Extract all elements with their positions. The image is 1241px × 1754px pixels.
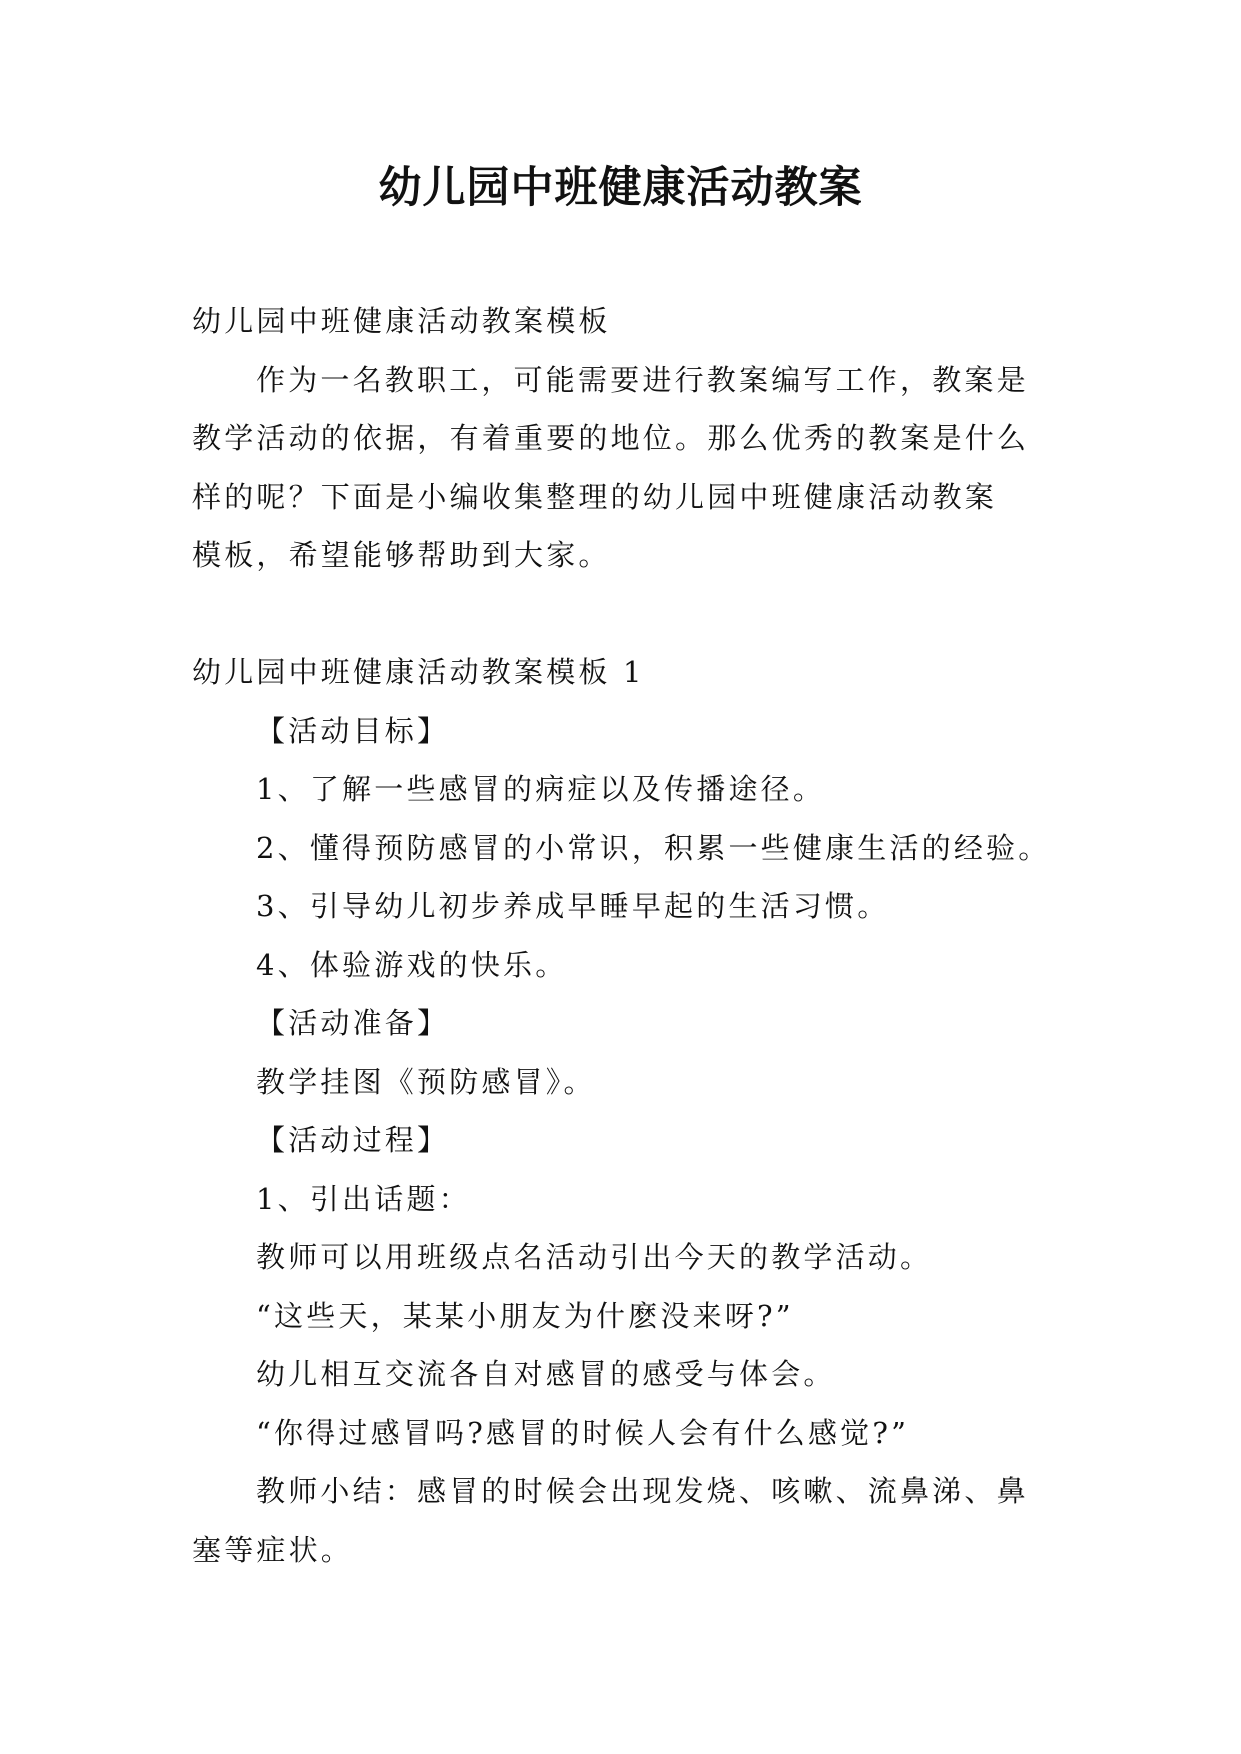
intro-paragraph-line: 模板，希望能够帮助到大家。 (192, 538, 611, 572)
goal-item: 4、体验游戏的快乐。 (256, 947, 568, 982)
template-1-heading: 幼儿园中班健康活动教案模板 1 (192, 655, 645, 689)
process-text: 教师可以用班级点名活动引出今天的教学活动。 (256, 1240, 933, 1274)
goal-item: 3、引导幼儿初步养成早睡早起的生活习惯。 (256, 889, 890, 923)
section-heading-goals: 【活动目标】 (256, 713, 450, 748)
preparation-item: 教学挂图《预防感冒》。 (256, 1064, 596, 1099)
goal-item: 2、懂得预防感冒的小常识，积累一些健康生活的经验。 (256, 830, 1051, 865)
document-title: 幼儿园中班健康活动教案 (378, 163, 863, 213)
teacher-summary-line: 塞等症状。 (192, 1532, 354, 1567)
intro-paragraph-line: 样的呢？下面是小编收集整理的幼儿园中班健康活动教案 (192, 479, 998, 514)
blank-line (192, 585, 1052, 644)
teacher-summary-line: 教师小结：感冒的时候会出现发烧、咳嗽、流鼻涕、鼻 (256, 1474, 1029, 1508)
intro-paragraph-line: 作为一名教职工，可能需要进行教案编写工作，教案是 (256, 362, 1029, 397)
process-quote: “这些天，某某小朋友为什麽没来呀?” (256, 1298, 794, 1333)
process-text: 幼儿相互交流各自对感冒的感受与体会。 (256, 1357, 836, 1391)
section-heading-preparation: 【活动准备】 (256, 1006, 450, 1040)
document-body (192, 292, 1052, 1579)
goal-item: 1、了解一些感冒的病症以及传播途径。 (256, 772, 826, 806)
intro-paragraph-line: 教学活动的依据，有着重要的地位。那么优秀的教案是什么 (192, 421, 1030, 455)
template-heading: 幼儿园中班健康活动教案模板 (192, 304, 611, 338)
process-step: 1、引出话题： (256, 1181, 471, 1216)
process-quote: “你得过感冒吗?感冒的时候人会有什么感觉?” (256, 1415, 910, 1450)
section-heading-process: 【活动过程】 (256, 1123, 450, 1157)
